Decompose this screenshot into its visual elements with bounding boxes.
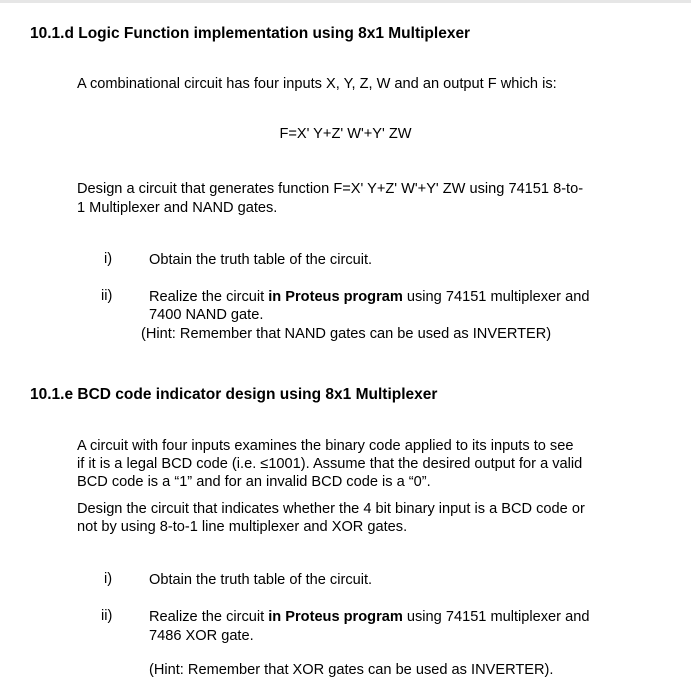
section-e-para2-line1: Design the circuit that indicates whether the 4 bit binary input is a BCD code or xyxy=(77,501,585,517)
section-e-item2-line1 xyxy=(149,608,589,627)
section-d-intro: A combinational circuit has four inputs X, Y, Z, W and an output F which is: xyxy=(77,76,557,92)
section-d-item2-post: using 74151 multiplexer and xyxy=(402,289,590,305)
section-e-heading: 10.1.e BCD code indicator design using 8x1 Multiplexer xyxy=(30,386,438,403)
section-d-design-line1: Design a circuit that generates function F=X' Y+Z' W'+Y' ZW using 74151 8-to- xyxy=(77,181,584,197)
section-d-item1-number: i) xyxy=(104,251,113,267)
section-d-item2-line1 xyxy=(149,288,589,307)
section-e-item1-text: Obtain the truth table of the circuit. xyxy=(149,572,373,588)
section-e-item2-number: ii) xyxy=(101,608,113,624)
section-e-item2-post: using 74151 multiplexer and xyxy=(402,609,590,625)
section-e-para2-line2: not by using 8-to-1 line multiplexer and XOR gates. xyxy=(77,519,408,535)
section-e-item2-pre: Realize the circuit xyxy=(149,609,269,625)
section-d-heading: 10.1.d Logic Function implementation using 8x1 Multiplexer xyxy=(30,25,471,42)
section-e-item1-number: i) xyxy=(104,571,113,587)
section-d-item2-number: ii) xyxy=(101,288,113,304)
section-d-item2-line2: 7400 NAND gate. xyxy=(149,307,264,323)
section-d-formula: F=X' Y+Z' W'+Y' ZW xyxy=(279,126,412,142)
section-e-item2-hint: (Hint: Remember that XOR gates can be used as INVERTER). xyxy=(149,662,554,678)
section-d-item2-hint: (Hint: Remember that NAND gates can be used as INVERTER) xyxy=(141,326,552,342)
section-e-para1-line1: A circuit with four inputs examines the binary code applied to its inputs to see xyxy=(77,438,574,454)
section-e-item2-bold: in Proteus program xyxy=(268,609,403,625)
section-e-para1-line2: if it is a legal BCD code (i.e. ≤1001). Assume that the desired output for a valid xyxy=(77,456,583,472)
section-d-design-line2: 1 Multiplexer and NAND gates. xyxy=(77,200,278,216)
section-d-item1-text: Obtain the truth table of the circuit. xyxy=(149,252,373,268)
section-d-item2-bold: in Proteus program xyxy=(268,289,403,305)
section-d-item2-pre: Realize the circuit xyxy=(149,289,269,305)
page-top-border xyxy=(0,0,691,3)
section-e-para1-line3: BCD code is a “1” and for an invalid BCD code is a “0”. xyxy=(77,474,431,490)
section-e-item2-line2: 7486 XOR gate. xyxy=(149,628,254,644)
